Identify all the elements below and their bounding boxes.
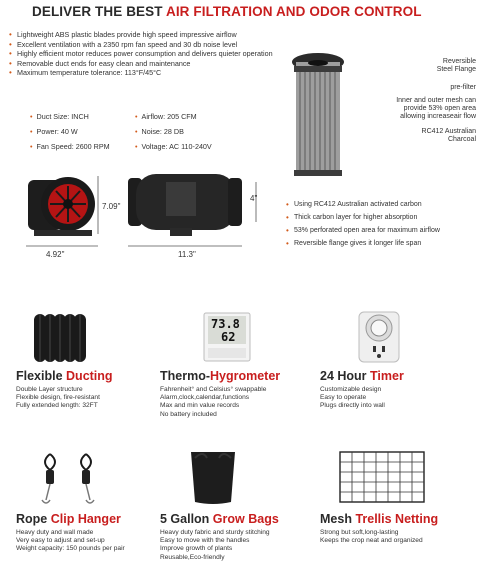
- inline-fan-image: [20, 170, 270, 260]
- hygrometer-display-bottom: 62: [221, 330, 236, 344]
- hygrometer-display-top: 73.8: [211, 317, 240, 331]
- accessory-rope-hanger: [16, 512, 176, 554]
- accessory-title: [160, 512, 320, 526]
- spec-power: • Power: 40 W: [30, 127, 78, 136]
- accessory-line: Weight capacity: 150 pounds per pair: [16, 545, 125, 553]
- accessory-line: Fully extended length: 32FT: [16, 402, 98, 410]
- accessory-title-dark: Rope: [16, 512, 51, 526]
- intro-bullet: • Maximum temperature tolerance: 113°F/45°C: [8, 68, 293, 78]
- headline-part-red: AIR FILTRATION AND ODOR CONTROL: [165, 4, 422, 19]
- rope-hanger-image: [36, 448, 106, 513]
- accessory-line: Improve growth of plants: [160, 545, 233, 553]
- accessory-title-dark: 24 Hour: [320, 369, 371, 383]
- accessory-trellis-netting: [320, 512, 480, 545]
- filter-label-flange: Reversible Steel Flange: [436, 58, 476, 73]
- accessory-grow-bags: [160, 512, 320, 562]
- intro-bullet: • Lightweight ABS plastic blades provide high speed impressive airflow: [8, 30, 293, 40]
- grow-bag-image: [185, 448, 241, 511]
- accessory-title-dark: Thermo-: [160, 369, 210, 383]
- accessory-title-dark: 5 Gallon: [160, 512, 213, 526]
- accessory-line: Heavy duty fabric and sturdy stitching: [160, 529, 270, 536]
- accessory-title-dark: Mesh: [320, 512, 356, 526]
- accessory-line: Easy to move with the handles: [160, 537, 250, 545]
- accessory-line: Reusable,Eco-friendly: [160, 553, 225, 561]
- filter-feature: • Thick carbon layer for higher absorption: [285, 211, 485, 224]
- dimension-height: 7.09": [102, 202, 121, 211]
- timer-image: [357, 310, 401, 369]
- dimension-length: 11.3": [178, 250, 196, 259]
- accessory-line: Double Layer structure: [16, 386, 83, 393]
- carbon-filter-image: [288, 50, 348, 180]
- intro-bullet: • Excellent ventilation with a 2350 rpm fan speed and 30 db noise level: [8, 40, 293, 50]
- filter-feature: • Using RC412 Australian activated carbon: [285, 198, 485, 211]
- page-headline: [0, 4, 485, 19]
- accessory-title-red: Ducting: [66, 369, 113, 383]
- accessory-ducting: [16, 369, 176, 411]
- spec-airflow: • Airflow: 205 CFM: [135, 112, 197, 121]
- accessory-line: Heavy duty and wall made: [16, 529, 94, 536]
- accessory-line: Customizable design: [320, 386, 382, 393]
- hygrometer-image: [203, 312, 251, 367]
- intro-bullet-list: [8, 30, 293, 78]
- filter-label-mesh: Inner and outer mesh can provide 53% open area allowing increaseair flow: [396, 97, 476, 120]
- filter-feature-list: [285, 198, 485, 250]
- accessory-line: Max and min value records: [160, 402, 240, 410]
- accessory-line: Alarm,clock,calendar,functions: [160, 394, 250, 402]
- accessory-title: [160, 369, 320, 383]
- ducting-image: [30, 308, 92, 371]
- accessory-hygrometer: [160, 369, 320, 419]
- accessory-title: [16, 512, 176, 526]
- accessory-title: [320, 369, 480, 383]
- filter-label-charcoal: RC412 Australian Charcoal: [421, 128, 476, 143]
- accessory-line: Plugs directly into wall: [320, 402, 385, 410]
- accessory-title: [320, 512, 480, 526]
- spec-noise: • Noise: 28 DB: [135, 127, 184, 136]
- headline-part-dark: DELIVER THE BEST: [32, 4, 166, 19]
- inline-fan-diagram: [20, 170, 270, 260]
- intro-bullet: • Removable duct ends for easy clean and maintenance: [8, 59, 293, 69]
- spec-voltage: • Voltage: AC 110-240V: [135, 142, 212, 151]
- accessory-line: Keeps the crop neat and organized: [320, 537, 423, 545]
- accessory-line: Very easy to adjust and set-up: [16, 537, 105, 545]
- accessory-line: No battery included: [160, 410, 217, 418]
- spec-fan-speed: • Fan Speed: 2600 RPM: [30, 142, 110, 151]
- accessory-title-red: Timer: [370, 369, 404, 383]
- accessory-title-red: Grow Bags: [212, 512, 279, 526]
- filter-label-prefilter: pre-filter: [450, 84, 476, 91]
- accessory-line: Easy to operate: [320, 394, 367, 402]
- accessory-title-red: Trellis Netting: [355, 512, 439, 526]
- accessory-title-red: Clip Hanger: [50, 512, 121, 526]
- dimension-diameter: 4": [250, 194, 258, 203]
- accessory-line: Strong but soft,long-lasting: [320, 529, 399, 536]
- spec-duct-size: • Duct Size: INCH: [30, 112, 89, 121]
- accessory-title: [16, 369, 176, 383]
- trellis-netting-image: [336, 448, 428, 511]
- filter-feature: • 53% perforated open area for maximum airflow: [285, 224, 485, 237]
- accessory-timer: [320, 369, 480, 411]
- accessory-title-dark: Flexible: [16, 369, 67, 383]
- dimension-front-width: 4.92": [46, 250, 65, 259]
- intro-bullet: • Highly efficient motor reduces power consumption and delivers quieter operation: [8, 49, 293, 59]
- accessory-line: Flexible design, fire-resistant: [16, 394, 100, 402]
- filter-feature: • Reversible flange gives it longer life span: [285, 237, 485, 250]
- accessory-line: Fahrenheit° and Celsius° swappable: [160, 386, 267, 393]
- accessory-title-red: Hygrometer: [210, 369, 281, 383]
